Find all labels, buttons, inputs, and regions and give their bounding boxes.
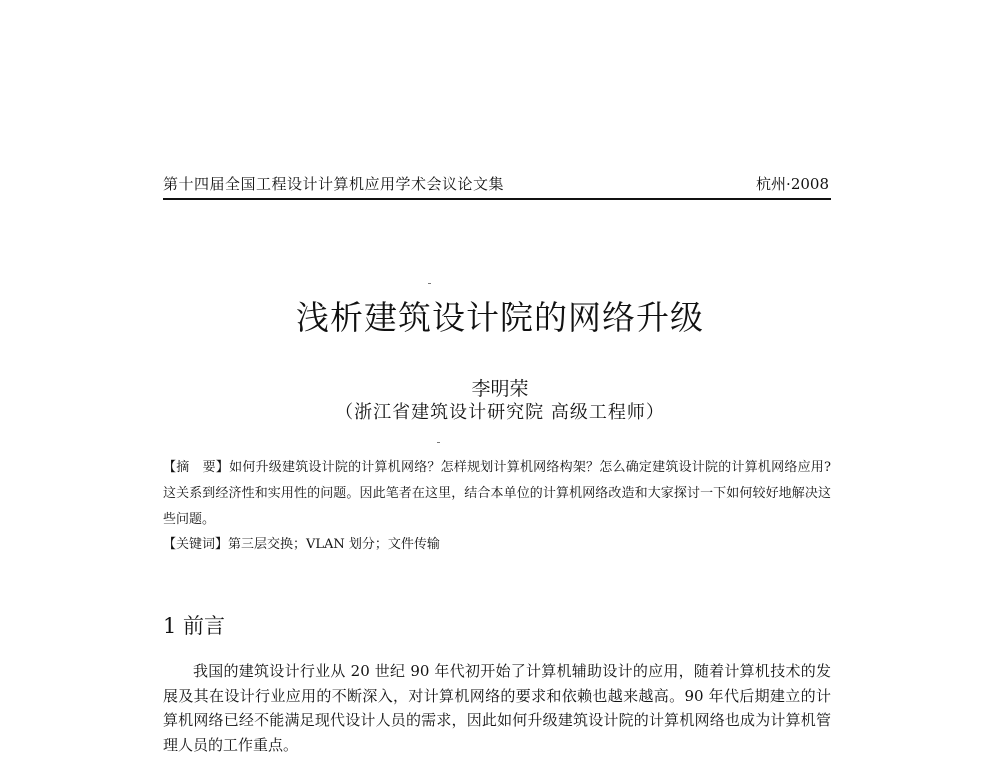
keywords-label: 【关键词】 [163, 537, 229, 552]
abstract [163, 455, 831, 533]
abstract-label: 【摘 要】 [163, 460, 230, 475]
scan-speck [437, 442, 440, 443]
author-name: 李明荣 [471, 378, 529, 400]
keywords-text: 第三层交换；VLAN 划分；文件传输 [228, 537, 440, 552]
running-header [163, 170, 831, 200]
conference-name: 第十四届全国工程设计计算机应用学术会议论文集 [163, 175, 505, 193]
paper-title: 浅析建筑设计院的网络升级 [296, 298, 704, 337]
scan-speck [428, 283, 431, 284]
abstract-text: 如何升级建筑设计院的计算机网络？怎样规划计算机网络构架？怎么确定建筑设计院的计算机网络应用?这关系到经济性和实用性的问题。因此笔者在这里，结合本单位的计算机网络改造和大家探讨一下如何较好地解决这些问题。 [163, 460, 831, 527]
keywords [163, 535, 831, 555]
body-paragraph: 我国的建筑设计行业从 20 世纪 90 年代初开始了计算机辅助设计的应用，随着计算机技术的发展及其在设计行业应用的不断深入，对计算机网络的要求和依赖也越来越高。90 年代后期建立的计算机网络已经不能满足现代设计人员的需求，因此如何升级建筑设计院的计算机网络也成为计算机管理人员的工作重点。 [163, 662, 831, 754]
location-year: 杭州·2008 [756, 175, 829, 193]
section-heading: 1 前言 [163, 614, 226, 638]
author-affiliation: （浙江省建筑设计研究院 高级工程师） [335, 402, 665, 423]
